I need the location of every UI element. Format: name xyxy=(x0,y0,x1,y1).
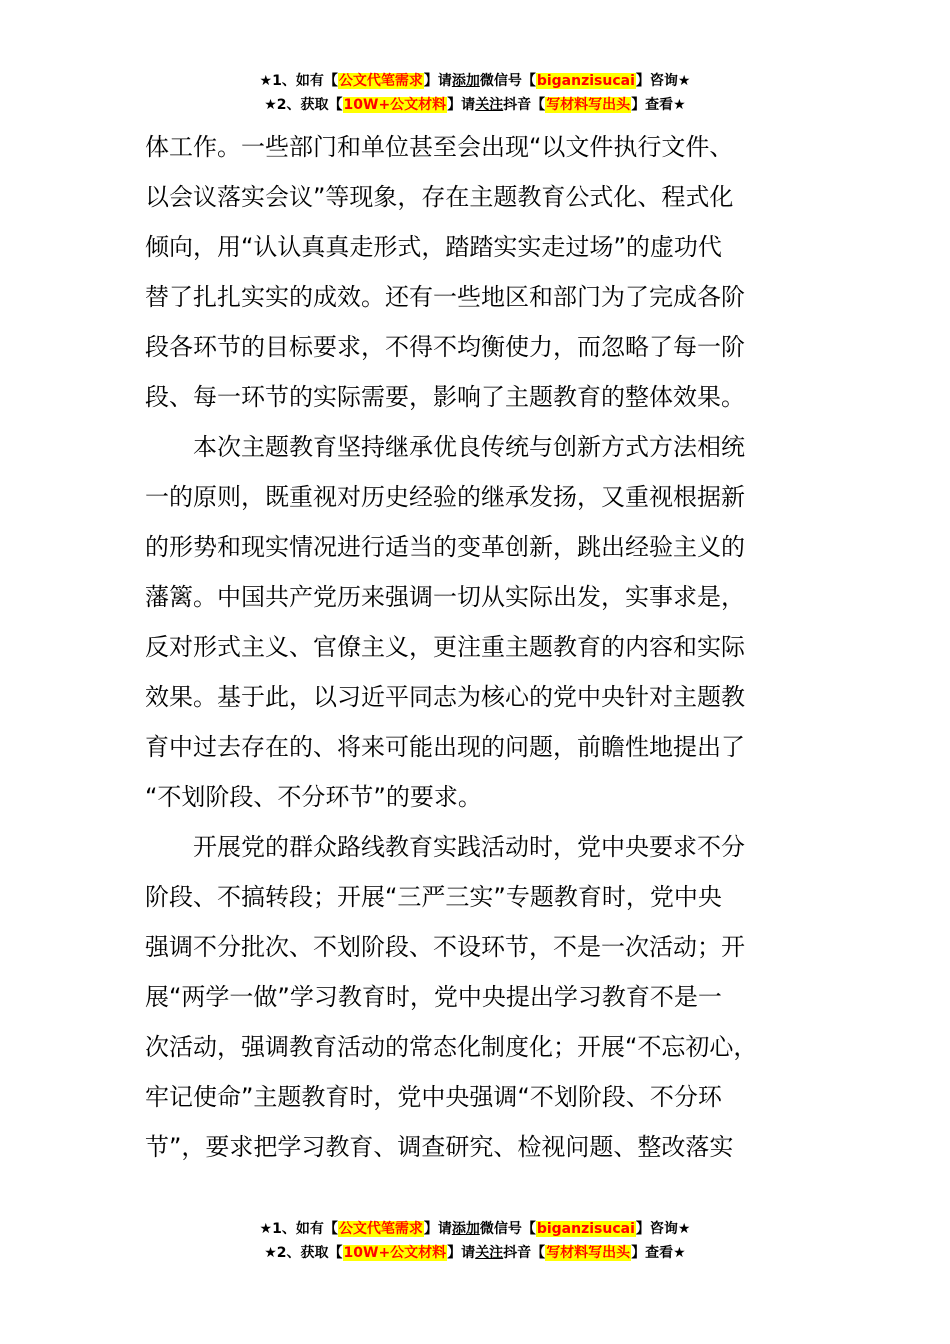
banner-text: 】请 xyxy=(423,1221,452,1237)
text-line: 一的原则，既重视对历史经验的继承发扬，又重视根据新 xyxy=(145,483,745,511)
banner-text: ★2、获取【 xyxy=(264,97,343,113)
banner-text: 】查看★ xyxy=(631,1245,686,1261)
banner-emphasis: 添加 xyxy=(451,73,480,89)
highlight-materials: 10W+公文材料 xyxy=(343,97,447,113)
highlight-service: 公文代笔需求 xyxy=(338,1221,423,1237)
text-line: 育中过去存在的、将来可能出现的问题，前瞻性地提出了 xyxy=(145,733,745,761)
banner-text: 】查看★ xyxy=(631,97,686,113)
banner-text: 抖音【 xyxy=(503,97,546,113)
text-line: 倾向，用“认认真真走形式，踏踏实实走过场”的虚功代 xyxy=(145,233,722,261)
banner-line-1 xyxy=(0,69,950,93)
text-line: 的形势和现实情况进行适当的变革创新，跳出经验主义的 xyxy=(145,533,745,561)
text-line: 阶段、不搞转段；开展“三严三实”专题教育时，党中央 xyxy=(145,883,722,911)
text-line: 效果。基于此，以习近平同志为核心的党中央针对主题教 xyxy=(145,683,745,711)
text-line: 体工作。一些部门和单位甚至会出现“以文件执行文件、 xyxy=(145,133,734,161)
banner-text: 】咨询★ xyxy=(635,73,691,89)
banner-text: ★2、获取【 xyxy=(264,1245,343,1261)
banner-emphasis: 关注 xyxy=(475,1245,504,1261)
banner-text: 】请 xyxy=(447,97,476,113)
banner-text: 】咨询★ xyxy=(635,1221,691,1237)
banner-line-2 xyxy=(0,1241,950,1265)
text-line: 牢记使命”主题教育时，党中央强调“不划阶段、不分环 xyxy=(145,1083,722,1111)
text-line: 反对形式主义、官僚主义，更注重主题教育的内容和实际 xyxy=(145,633,745,661)
text-line: 藩篱。中国共产党历来强调一切从实际出发，实事求是， xyxy=(145,583,745,611)
text-line: 次活动，强调教育活动的常态化制度化；开展“不忘初心， xyxy=(145,1033,758,1061)
text-line: 节”，要求把学习教育、调查研究、检视问题、整改落实 xyxy=(145,1133,734,1161)
banner-text: 微信号【 xyxy=(479,73,536,89)
footer-banner xyxy=(0,1217,950,1265)
document-body xyxy=(145,122,805,1172)
highlight-douyin-id: 写材料写出头 xyxy=(546,1245,631,1261)
text-line: 开展党的群众路线教育实践活动时，党中央要求不分 xyxy=(193,833,745,861)
banner-text: 】请 xyxy=(423,73,452,89)
text-line: 本次主题教育坚持继承优良传统与创新方式方法相统 xyxy=(193,433,745,461)
banner-text: ★1、如有【 xyxy=(259,1221,338,1237)
text-line: 段各环节的目标要求，不得不均衡使力，而忽略了每一阶 xyxy=(145,333,745,361)
text-line: 强调不分批次、不划阶段、不设环节，不是一次活动；开 xyxy=(145,933,745,961)
highlight-wechat-id: biganzisucai xyxy=(536,73,635,89)
text-line: 以会议落实会议”等现象，存在主题教育公式化、程式化 xyxy=(145,183,734,211)
paragraph-2 xyxy=(145,422,805,822)
highlight-service: 公文代笔需求 xyxy=(338,73,423,89)
banner-text: ★1、如有【 xyxy=(259,73,338,89)
banner-line-2 xyxy=(0,93,950,117)
paragraph-1 xyxy=(145,122,805,422)
highlight-wechat-id: biganzisucai xyxy=(536,1221,635,1237)
banner-emphasis: 关注 xyxy=(475,97,504,113)
text-line: 段、每一环节的实际需要，影响了主题教育的整体效果。 xyxy=(145,383,745,411)
banner-text: 】请 xyxy=(447,1245,476,1261)
banner-text: 抖音【 xyxy=(503,1245,546,1261)
banner-text: 微信号【 xyxy=(479,1221,536,1237)
text-line: “不划阶段、不分环节”的要求。 xyxy=(145,783,482,811)
header-banner xyxy=(0,69,950,117)
text-line: 替了扎扎实实的成效。还有一些地区和部门为了完成各阶 xyxy=(145,283,745,311)
text-line: 展“两学一做”学习教育时，党中央提出学习教育不是一 xyxy=(145,983,722,1011)
banner-line-1 xyxy=(0,1217,950,1241)
banner-emphasis: 添加 xyxy=(451,1221,480,1237)
highlight-douyin-id: 写材料写出头 xyxy=(546,97,631,113)
highlight-materials: 10W+公文材料 xyxy=(343,1245,447,1261)
paragraph-3 xyxy=(145,822,805,1172)
